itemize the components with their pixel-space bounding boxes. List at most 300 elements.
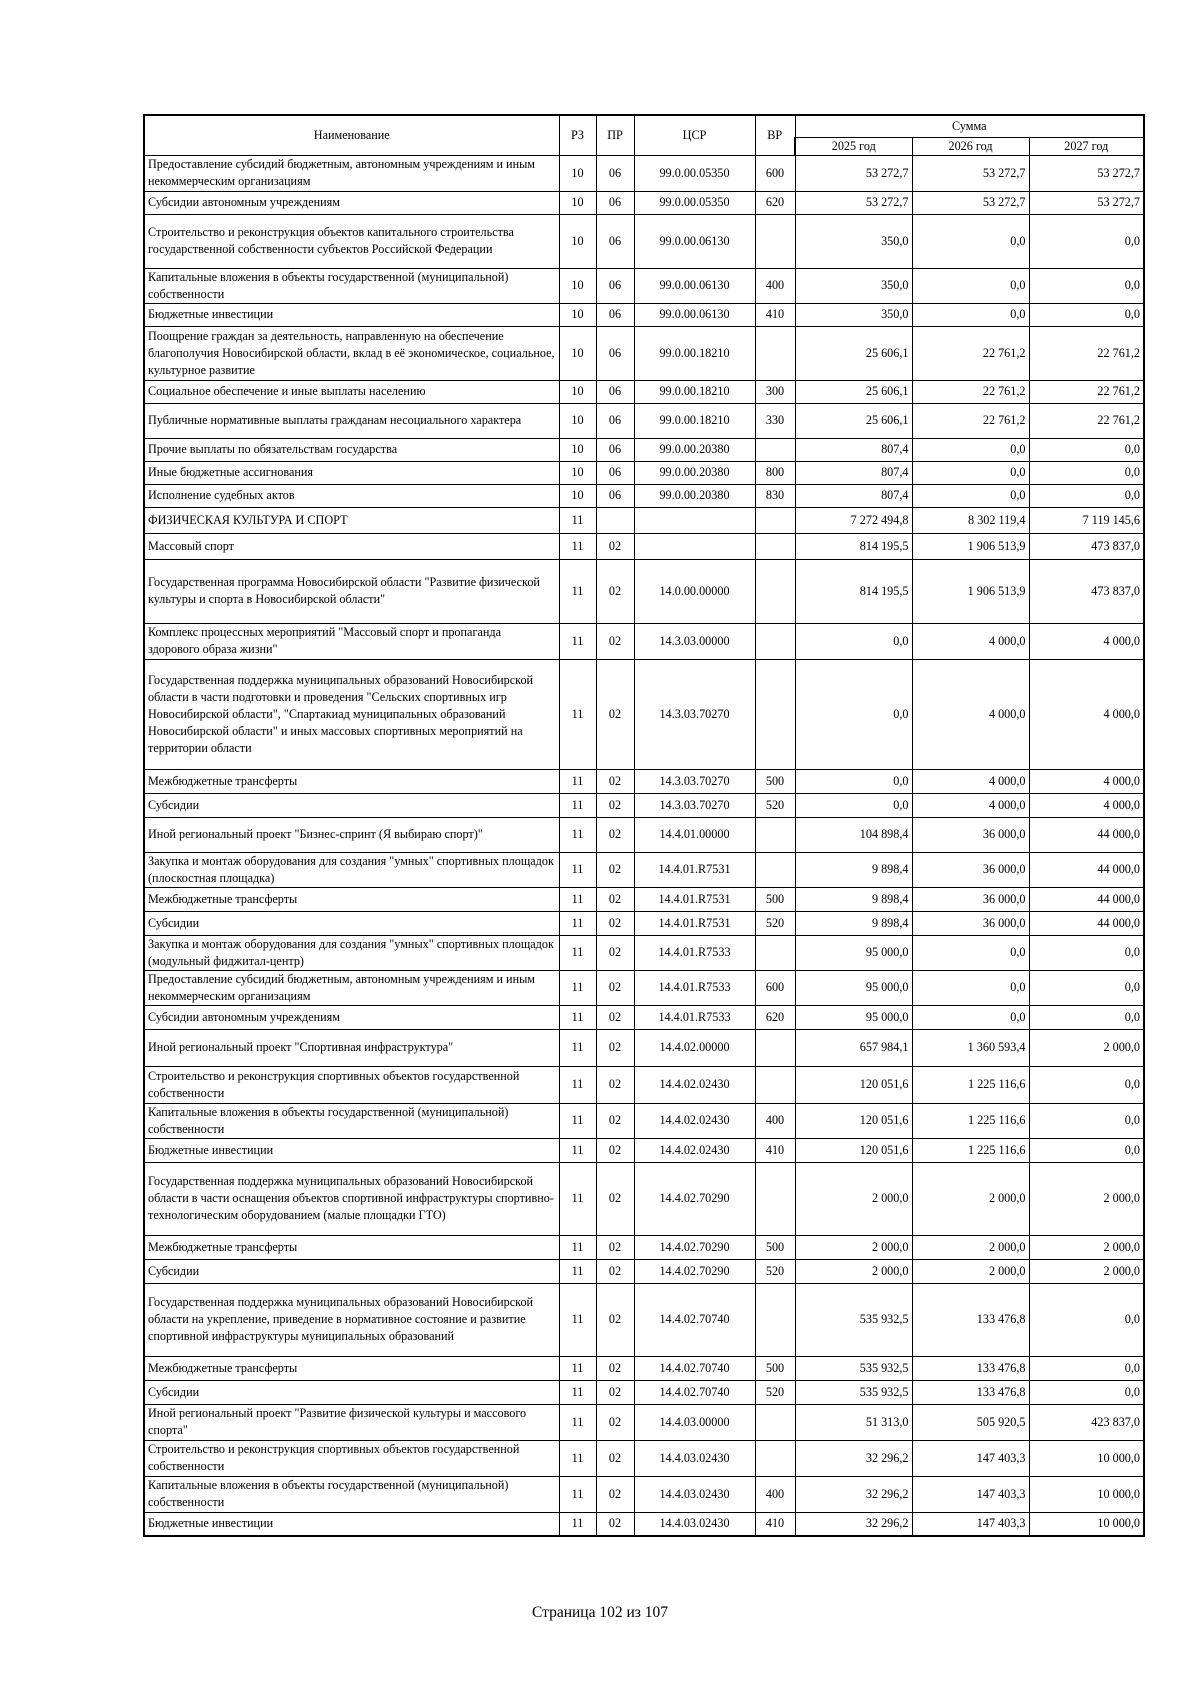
row-vr — [755, 559, 795, 623]
row-value-2027: 0,0 — [1029, 461, 1144, 484]
row-vr: 330 — [755, 403, 795, 438]
row-vr: 520 — [755, 793, 795, 817]
table-row — [144, 507, 1144, 533]
row-pr: 02 — [596, 935, 634, 970]
table-row — [144, 303, 1144, 326]
row-vr: 500 — [755, 887, 795, 911]
row-pr: 02 — [596, 970, 634, 1005]
row-value-2027: 0,0 — [1029, 268, 1144, 303]
row-pr: 06 — [596, 326, 634, 380]
row-vr: 620 — [755, 1005, 795, 1029]
row-vr: 400 — [755, 1476, 795, 1512]
row-name: Иной региональный проект "Спортивная инфраструктура" — [144, 1029, 559, 1066]
row-vr: 800 — [755, 461, 795, 484]
row-rz: 11 — [559, 1235, 596, 1259]
row-rz: 11 — [559, 970, 596, 1005]
row-pr: 02 — [596, 1138, 634, 1162]
row-value-2026: 36 000,0 — [912, 817, 1029, 852]
row-value-2025: 0,0 — [795, 659, 912, 769]
row-value-2025: 2 000,0 — [795, 1235, 912, 1259]
row-csr: 14.4.01.R7533 — [634, 970, 755, 1005]
row-name: Бюджетные инвестиции — [144, 1138, 559, 1162]
row-pr: 06 — [596, 461, 634, 484]
row-value-2025: 807,4 — [795, 438, 912, 461]
row-value-2027: 0,0 — [1029, 970, 1144, 1005]
row-csr: 14.0.00.00000 — [634, 559, 755, 623]
row-name: Социальное обеспечение и иные выплаты населению — [144, 380, 559, 403]
row-pr: 06 — [596, 438, 634, 461]
row-vr — [755, 852, 795, 887]
row-name: Закупка и монтаж оборудования для создания "умных" спортивных площадок (модульный фиджитал-центр) — [144, 935, 559, 970]
row-pr: 02 — [596, 1259, 634, 1283]
row-vr: 410 — [755, 303, 795, 326]
row-value-2026: 2 000,0 — [912, 1259, 1029, 1283]
row-pr: 02 — [596, 1404, 634, 1440]
row-value-2027: 22 761,2 — [1029, 403, 1144, 438]
row-pr: 02 — [596, 793, 634, 817]
row-name: Бюджетные инвестиции — [144, 303, 559, 326]
budget-table — [143, 114, 1145, 1537]
row-rz: 10 — [559, 191, 596, 214]
row-rz: 10 — [559, 214, 596, 268]
row-value-2025: 814 195,5 — [795, 559, 912, 623]
row-csr: 99.0.00.18210 — [634, 326, 755, 380]
header-year-2027: 2027 год — [1029, 137, 1144, 155]
row-name: Комплекс процессных мероприятий "Массовый спорт и пропаганда здорового образа жизни" — [144, 623, 559, 659]
row-csr: 14.3.03.70270 — [634, 793, 755, 817]
row-vr: 400 — [755, 1103, 795, 1138]
table-row — [144, 1380, 1144, 1404]
row-csr: 14.4.01.R7533 — [634, 1005, 755, 1029]
row-csr: 14.3.03.00000 — [634, 623, 755, 659]
row-pr: 02 — [596, 887, 634, 911]
row-name: Субсидии автономным учреждениям — [144, 1005, 559, 1029]
row-rz: 11 — [559, 507, 596, 533]
row-value-2026: 133 476,8 — [912, 1283, 1029, 1356]
table-row — [144, 793, 1144, 817]
row-rz: 11 — [559, 793, 596, 817]
table-row — [144, 623, 1144, 659]
row-csr: 14.4.02.70740 — [634, 1356, 755, 1380]
table-row — [144, 1066, 1144, 1103]
row-name: Государственная поддержка муниципальных образований Новосибирской области в части подготовки и проведения "Сельских спортивных игр Новосибирской области", "Спартакиад муниципальных образований Новосибирской области" и иных массовых спортивных мероприятий на территории области — [144, 659, 559, 769]
row-csr: 14.4.01.R7531 — [634, 887, 755, 911]
row-rz: 11 — [559, 1005, 596, 1029]
row-name: Межбюджетные трансферты — [144, 1356, 559, 1380]
row-rz: 11 — [559, 659, 596, 769]
table-body — [144, 155, 1144, 1536]
row-csr: 14.4.01.R7531 — [634, 911, 755, 935]
table-row — [144, 1103, 1144, 1138]
table-row — [144, 484, 1144, 507]
row-value-2027: 4 000,0 — [1029, 793, 1144, 817]
row-value-2027: 0,0 — [1029, 1005, 1144, 1029]
row-value-2027: 44 000,0 — [1029, 911, 1144, 935]
row-csr: 14.4.02.70290 — [634, 1235, 755, 1259]
row-value-2025: 0,0 — [795, 793, 912, 817]
row-csr: 14.4.03.02430 — [634, 1476, 755, 1512]
row-value-2026: 2 000,0 — [912, 1162, 1029, 1235]
row-value-2025: 0,0 — [795, 623, 912, 659]
row-name: Предоставление субсидий бюджетным, автономным учреждениям и иным некоммерческим организациям — [144, 970, 559, 1005]
row-value-2027: 0,0 — [1029, 1283, 1144, 1356]
row-value-2026: 147 403,3 — [912, 1476, 1029, 1512]
row-name: Исполнение судебных актов — [144, 484, 559, 507]
row-value-2025: 2 000,0 — [795, 1259, 912, 1283]
table-row — [144, 1440, 1144, 1476]
row-value-2027: 22 761,2 — [1029, 380, 1144, 403]
table-row — [144, 326, 1144, 380]
row-value-2026: 1 906 513,9 — [912, 533, 1029, 559]
row-pr: 06 — [596, 303, 634, 326]
row-value-2025: 120 051,6 — [795, 1103, 912, 1138]
table-row — [144, 817, 1144, 852]
row-value-2025: 51 313,0 — [795, 1404, 912, 1440]
row-csr: 14.3.03.70270 — [634, 769, 755, 793]
row-csr: 14.4.01.00000 — [634, 817, 755, 852]
row-csr: 14.4.02.70290 — [634, 1162, 755, 1235]
table-row — [144, 1005, 1144, 1029]
row-value-2025: 535 932,5 — [795, 1380, 912, 1404]
table-row — [144, 1404, 1144, 1440]
row-rz: 11 — [559, 533, 596, 559]
header-sum: Сумма — [795, 115, 1144, 137]
row-name: Бюджетные инвестиции — [144, 1512, 559, 1536]
row-name: Закупка и монтаж оборудования для создания "умных" спортивных площадок (плоскостная площадка) — [144, 852, 559, 887]
row-value-2025: 32 296,2 — [795, 1476, 912, 1512]
row-pr: 02 — [596, 1235, 634, 1259]
row-name: Субсидии — [144, 1380, 559, 1404]
row-pr — [596, 507, 634, 533]
row-vr — [755, 659, 795, 769]
row-value-2025: 120 051,6 — [795, 1066, 912, 1103]
row-csr: 99.0.00.06130 — [634, 268, 755, 303]
row-rz: 10 — [559, 380, 596, 403]
row-value-2025: 814 195,5 — [795, 533, 912, 559]
row-vr: 520 — [755, 1380, 795, 1404]
header-pr: ПР — [596, 115, 634, 155]
row-pr: 06 — [596, 403, 634, 438]
row-value-2027: 0,0 — [1029, 1356, 1144, 1380]
row-pr: 02 — [596, 659, 634, 769]
row-name: ФИЗИЧЕСКАЯ КУЛЬТУРА И СПОРТ — [144, 507, 559, 533]
row-rz: 11 — [559, 1476, 596, 1512]
row-value-2027: 473 837,0 — [1029, 533, 1144, 559]
row-value-2026: 0,0 — [912, 970, 1029, 1005]
row-value-2026: 4 000,0 — [912, 623, 1029, 659]
row-vr: 600 — [755, 970, 795, 1005]
row-value-2025: 9 898,4 — [795, 887, 912, 911]
row-rz: 11 — [559, 623, 596, 659]
row-value-2026: 0,0 — [912, 214, 1029, 268]
row-vr: 520 — [755, 1259, 795, 1283]
table-row — [144, 935, 1144, 970]
row-value-2027: 10 000,0 — [1029, 1476, 1144, 1512]
row-csr: 14.4.03.02430 — [634, 1512, 755, 1536]
row-value-2026: 0,0 — [912, 438, 1029, 461]
row-value-2027: 0,0 — [1029, 1066, 1144, 1103]
table-row — [144, 1162, 1144, 1235]
row-value-2026: 22 761,2 — [912, 380, 1029, 403]
row-value-2025: 32 296,2 — [795, 1440, 912, 1476]
row-rz: 11 — [559, 852, 596, 887]
row-csr: 14.4.01.R7531 — [634, 852, 755, 887]
row-csr: 14.4.03.02430 — [634, 1440, 755, 1476]
row-value-2027: 10 000,0 — [1029, 1440, 1144, 1476]
row-rz: 11 — [559, 1162, 596, 1235]
row-rz: 11 — [559, 1404, 596, 1440]
table-row — [144, 1029, 1144, 1066]
row-value-2025: 535 932,5 — [795, 1356, 912, 1380]
row-rz: 11 — [559, 1440, 596, 1476]
row-pr: 02 — [596, 817, 634, 852]
table-row — [144, 533, 1144, 559]
row-csr: 14.4.01.R7533 — [634, 935, 755, 970]
row-value-2027: 4 000,0 — [1029, 623, 1144, 659]
row-csr: 14.4.02.70740 — [634, 1380, 755, 1404]
row-rz: 11 — [559, 1138, 596, 1162]
row-pr: 06 — [596, 484, 634, 507]
row-pr: 02 — [596, 1476, 634, 1512]
row-name: Субсидии — [144, 1259, 559, 1283]
table-row — [144, 1356, 1144, 1380]
row-value-2025: 807,4 — [795, 484, 912, 507]
row-pr: 02 — [596, 911, 634, 935]
row-vr: 500 — [755, 1356, 795, 1380]
row-name: Капитальные вложения в объекты государственной (муниципальной) собственности — [144, 1476, 559, 1512]
row-value-2026: 0,0 — [912, 484, 1029, 507]
row-pr: 02 — [596, 1005, 634, 1029]
row-value-2027: 2 000,0 — [1029, 1235, 1144, 1259]
row-csr: 14.4.03.00000 — [634, 1404, 755, 1440]
row-value-2026: 0,0 — [912, 1005, 1029, 1029]
row-vr: 400 — [755, 268, 795, 303]
row-value-2026: 22 761,2 — [912, 403, 1029, 438]
row-name: Государственная программа Новосибирской области "Развитие физической культуры и спорта в Новосибирской области" — [144, 559, 559, 623]
row-value-2025: 53 272,7 — [795, 191, 912, 214]
row-vr — [755, 507, 795, 533]
row-vr — [755, 817, 795, 852]
row-csr: 99.0.00.20380 — [634, 484, 755, 507]
row-pr: 02 — [596, 623, 634, 659]
row-value-2026: 1 225 116,6 — [912, 1103, 1029, 1138]
table-row — [144, 1512, 1144, 1536]
table-row — [144, 659, 1144, 769]
row-value-2027: 423 837,0 — [1029, 1404, 1144, 1440]
row-value-2026: 4 000,0 — [912, 793, 1029, 817]
row-pr: 02 — [596, 1512, 634, 1536]
row-value-2026: 147 403,3 — [912, 1440, 1029, 1476]
row-value-2026: 1 906 513,9 — [912, 559, 1029, 623]
row-value-2025: 9 898,4 — [795, 911, 912, 935]
row-name: Строительство и реконструкция объектов капитального строительства государственной собственности субъектов Российской Федерации — [144, 214, 559, 268]
row-pr: 06 — [596, 155, 634, 191]
row-value-2025: 104 898,4 — [795, 817, 912, 852]
row-pr: 06 — [596, 380, 634, 403]
row-value-2025: 53 272,7 — [795, 155, 912, 191]
row-vr — [755, 533, 795, 559]
row-vr — [755, 1029, 795, 1066]
header-name: Наименование — [144, 115, 559, 155]
header-year-2026: 2026 год — [912, 137, 1029, 155]
row-name: Иной региональный проект "Бизнес-спринт (Я выбираю спорт)" — [144, 817, 559, 852]
row-value-2027: 0,0 — [1029, 1103, 1144, 1138]
table-row — [144, 191, 1144, 214]
row-name: Государственная поддержка муниципальных образований Новосибирской области в части оснащения объектов спортивной инфраструктуры спортивно-технологическим оборудованием (малые площадки ГТО) — [144, 1162, 559, 1235]
row-rz: 11 — [559, 1259, 596, 1283]
row-csr: 99.0.00.20380 — [634, 438, 755, 461]
row-name: Государственная поддержка муниципальных образований Новосибирской области на укрепление, приведение в нормативное состояние и развитие спортивной инфраструктуры муниципальных образований — [144, 1283, 559, 1356]
table-row — [144, 1259, 1144, 1283]
row-pr: 02 — [596, 1162, 634, 1235]
row-value-2027: 44 000,0 — [1029, 817, 1144, 852]
row-csr: 99.0.00.06130 — [634, 303, 755, 326]
row-rz: 11 — [559, 817, 596, 852]
row-rz: 11 — [559, 1512, 596, 1536]
row-value-2026: 0,0 — [912, 268, 1029, 303]
row-value-2025: 350,0 — [795, 268, 912, 303]
row-value-2027: 7 119 145,6 — [1029, 507, 1144, 533]
row-value-2027: 0,0 — [1029, 214, 1144, 268]
row-csr: 99.0.00.05350 — [634, 155, 755, 191]
row-value-2025: 95 000,0 — [795, 1005, 912, 1029]
row-name: Строительство и реконструкция спортивных объектов государственной собственности — [144, 1066, 559, 1103]
row-pr: 02 — [596, 769, 634, 793]
row-value-2025: 32 296,2 — [795, 1512, 912, 1536]
table-row — [144, 461, 1144, 484]
row-pr: 06 — [596, 268, 634, 303]
table-row — [144, 852, 1144, 887]
row-value-2026: 22 761,2 — [912, 326, 1029, 380]
row-vr: 600 — [755, 155, 795, 191]
table-row — [144, 1235, 1144, 1259]
row-value-2026: 0,0 — [912, 935, 1029, 970]
row-value-2025: 350,0 — [795, 303, 912, 326]
row-vr: 500 — [755, 1235, 795, 1259]
row-rz: 10 — [559, 268, 596, 303]
row-rz: 11 — [559, 1029, 596, 1066]
row-pr: 02 — [596, 1380, 634, 1404]
row-value-2026: 133 476,8 — [912, 1356, 1029, 1380]
row-value-2027: 0,0 — [1029, 1380, 1144, 1404]
table-row — [144, 268, 1144, 303]
row-csr: 99.0.00.18210 — [634, 380, 755, 403]
row-csr: 14.4.02.02430 — [634, 1066, 755, 1103]
row-value-2025: 350,0 — [795, 214, 912, 268]
row-rz: 10 — [559, 438, 596, 461]
row-value-2026: 505 920,5 — [912, 1404, 1029, 1440]
row-pr: 02 — [596, 533, 634, 559]
row-name: Поощрение граждан за деятельность, направленную на обеспечение благополучия Новосибирской области, вклад в её экономическое, социальное, культурное развитие — [144, 326, 559, 380]
row-pr: 02 — [596, 559, 634, 623]
row-value-2027: 4 000,0 — [1029, 769, 1144, 793]
row-value-2027: 0,0 — [1029, 303, 1144, 326]
row-rz: 10 — [559, 155, 596, 191]
row-vr: 410 — [755, 1512, 795, 1536]
row-value-2026: 1 225 116,6 — [912, 1138, 1029, 1162]
row-rz: 11 — [559, 559, 596, 623]
row-vr: 620 — [755, 191, 795, 214]
row-pr: 02 — [596, 1103, 634, 1138]
row-value-2025: 535 932,5 — [795, 1283, 912, 1356]
row-rz: 11 — [559, 1356, 596, 1380]
table-row — [144, 214, 1144, 268]
row-name: Публичные нормативные выплаты гражданам несоциального характера — [144, 403, 559, 438]
row-pr: 06 — [596, 191, 634, 214]
row-pr: 02 — [596, 1029, 634, 1066]
row-name: Субсидии — [144, 793, 559, 817]
row-rz: 10 — [559, 461, 596, 484]
row-vr — [755, 1404, 795, 1440]
row-pr: 06 — [596, 214, 634, 268]
row-rz: 10 — [559, 326, 596, 380]
row-rz: 11 — [559, 1066, 596, 1103]
row-rz: 11 — [559, 1380, 596, 1404]
row-csr: 99.0.00.18210 — [634, 403, 755, 438]
header-csr: ЦСР — [634, 115, 755, 155]
row-value-2027: 44 000,0 — [1029, 887, 1144, 911]
header-vr: ВР — [755, 115, 795, 155]
row-vr: 520 — [755, 911, 795, 935]
row-vr — [755, 326, 795, 380]
row-vr: 500 — [755, 769, 795, 793]
row-value-2027: 0,0 — [1029, 438, 1144, 461]
row-value-2026: 2 000,0 — [912, 1235, 1029, 1259]
row-name: Массовый спорт — [144, 533, 559, 559]
row-pr: 02 — [596, 1440, 634, 1476]
row-value-2025: 120 051,6 — [795, 1138, 912, 1162]
page-number: Страница 102 из 107 — [531, 1604, 669, 1621]
table-row — [144, 911, 1144, 935]
row-value-2027: 0,0 — [1029, 935, 1144, 970]
row-value-2027: 53 272,7 — [1029, 191, 1144, 214]
row-csr — [634, 507, 755, 533]
row-vr: 300 — [755, 380, 795, 403]
row-value-2025: 25 606,1 — [795, 403, 912, 438]
row-csr: 14.4.02.02430 — [634, 1138, 755, 1162]
row-value-2027: 2 000,0 — [1029, 1162, 1144, 1235]
row-csr: 14.4.02.00000 — [634, 1029, 755, 1066]
row-value-2027: 10 000,0 — [1029, 1512, 1144, 1536]
row-value-2026: 1 360 593,4 — [912, 1029, 1029, 1066]
row-vr — [755, 1162, 795, 1235]
row-pr: 02 — [596, 852, 634, 887]
row-vr — [755, 1283, 795, 1356]
row-name: Субсидии — [144, 911, 559, 935]
row-value-2027: 0,0 — [1029, 484, 1144, 507]
row-vr — [755, 438, 795, 461]
row-csr: 14.4.02.70290 — [634, 1259, 755, 1283]
row-csr: 14.3.03.70270 — [634, 659, 755, 769]
row-value-2026: 0,0 — [912, 303, 1029, 326]
row-csr: 14.4.02.02430 — [634, 1103, 755, 1138]
row-value-2025: 807,4 — [795, 461, 912, 484]
row-csr: 14.4.02.70740 — [634, 1283, 755, 1356]
row-value-2026: 133 476,8 — [912, 1380, 1029, 1404]
row-value-2025: 25 606,1 — [795, 380, 912, 403]
table-row — [144, 887, 1144, 911]
table-row — [144, 1476, 1144, 1512]
table-row — [144, 155, 1144, 191]
row-value-2025: 25 606,1 — [795, 326, 912, 380]
header-year-2025: 2025 год — [795, 137, 912, 155]
row-value-2026: 0,0 — [912, 461, 1029, 484]
row-name: Иные бюджетные ассигнования — [144, 461, 559, 484]
row-vr — [755, 935, 795, 970]
table-row — [144, 559, 1144, 623]
row-name: Межбюджетные трансферты — [144, 887, 559, 911]
row-name: Иной региональный проект "Развитие физической культуры и массового спорта" — [144, 1404, 559, 1440]
